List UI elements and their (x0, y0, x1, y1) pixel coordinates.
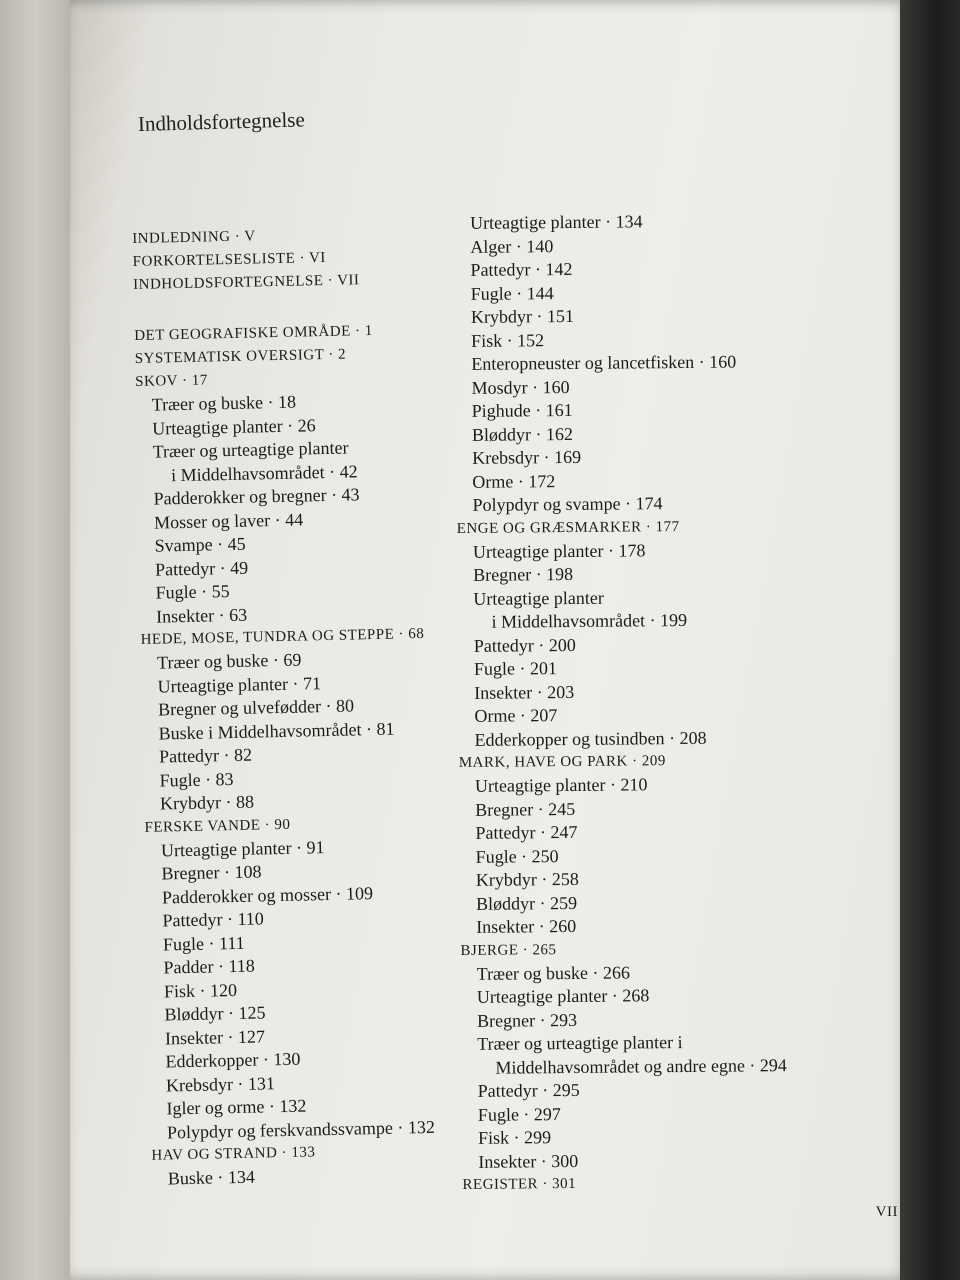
toc-entry: Fugle · 201 (473, 658, 558, 679)
toc-entry: Krebsdyr · 169 (472, 446, 582, 468)
toc-entry: Urteagtige planter · 71 (157, 672, 322, 697)
toc-section-heading: BJERGE · 265 (460, 941, 557, 959)
toc-entry: Pattedyr · 247 (475, 821, 578, 843)
toc-entry: Igler og orme · 132 (166, 1095, 307, 1119)
toc-entry: Træer og buske · 69 (156, 649, 302, 673)
toc-entry: Bregner · 293 (476, 1009, 578, 1031)
toc-left-list (134, 318, 482, 1191)
toc-entry: Polypdyr og svampe · 174 (472, 493, 663, 515)
toc-entry: Svampe · 45 (154, 533, 246, 556)
toc-entry: Middelhavsområdet og andre egne · 294 (495, 1054, 787, 1078)
toc-entry: Buske i Middelhavsområdet · 81 (158, 718, 395, 744)
toc-section-heading: MARK, HAVE OG PARK · 209 (458, 753, 666, 771)
toc-entry: Bregner · 245 (475, 798, 576, 820)
toc-entry: Padderokker og mosser · 109 (161, 882, 374, 908)
toc-entry: Træer og urteagtige planter (152, 437, 349, 462)
toc-entry: Urteagtige planter · 91 (160, 836, 325, 861)
toc-entry: Enteropneuster og lancetfisken · 160 (471, 351, 737, 374)
toc-entry: Pattedyr · 49 (154, 557, 249, 580)
toc-entry: Edderkopper · 130 (165, 1048, 301, 1072)
toc-entry: Fugle · 297 (477, 1103, 561, 1125)
toc-entry: Insekter · 260 (476, 915, 577, 937)
toc-entry: Mosser og laver · 44 (153, 508, 304, 533)
toc-entry: Urteagtige planter · 178 (472, 539, 646, 562)
toc-section-heading: SYSTEMATISK OVERSIGT · 2 (134, 346, 347, 367)
toc-entry: Pattedyr · 82 (158, 744, 253, 767)
toc-entry: i Middelhavsområdet · 199 (491, 609, 688, 632)
toc-entry: Fisk · 152 (471, 329, 545, 351)
toc-entry: Bregner · 198 (473, 563, 574, 585)
toc-section-heading: HEDE, MOSE, TUNDRA OG STEPPE · 68 (140, 625, 425, 648)
toc-entry: Urteagtige planter · 26 (151, 414, 316, 439)
toc-section-heading: REGISTER · 301 (462, 1175, 577, 1193)
front-matter-list (132, 221, 463, 297)
toc-entry: Fugle · 55 (155, 581, 230, 603)
page-number: VII (875, 1204, 898, 1220)
toc-entry: Pighude · 161 (471, 399, 573, 421)
toc-entry: Krybdyr · 258 (475, 868, 579, 890)
toc-entry: Pattedyr · 142 (470, 258, 573, 280)
toc-entry: Krybdyr · 88 (159, 791, 255, 814)
toc-entry: Padderokker og bregner · 43 (153, 484, 360, 509)
toc-entry: Fisk · 299 (477, 1127, 552, 1148)
toc-entry: Fugle · 83 (159, 768, 234, 791)
toc-entry: Bløddyr · 125 (164, 1002, 266, 1025)
toc-entry: Træer og urteagtige planter i (477, 1032, 683, 1054)
toc-entry: Træer og buske · 266 (476, 961, 631, 984)
toc-entry: Bløddyr · 259 (475, 892, 578, 914)
toc-entry: Krebsdyr · 131 (165, 1072, 276, 1095)
toc-section-heading: FERSKE VANDE · 90 (144, 816, 291, 836)
toc-right-column (454, 209, 863, 1197)
toc-entry: Pattedyr · 110 (162, 908, 265, 931)
toc-right-list (454, 209, 863, 1197)
toc-entry: Bløddyr · 162 (471, 423, 574, 445)
toc-entry: Bregner · 108 (161, 861, 262, 884)
toc-entry: Polypdyr og ferskvandssvampe · 132 (166, 1116, 436, 1142)
toc-section-heading: SKOV · 17 (135, 372, 208, 390)
toc-entry: Fisk · 120 (163, 979, 238, 1001)
toc-entry: Orme · 207 (474, 705, 558, 726)
dark-background (900, 0, 960, 1280)
toc-entry: Insekter · 203 (474, 681, 575, 703)
toc-entry: Krybdyr · 151 (470, 305, 574, 327)
toc-entry: Fugle · 250 (475, 845, 559, 867)
toc-entry: Alger · 140 (470, 235, 554, 257)
toc-entry: Urteagtige planter · 268 (476, 985, 650, 1007)
toc-entry: i Middelhavsområdet · 42 (170, 460, 358, 485)
toc-entry: Bregner og ulvefødder · 80 (157, 695, 355, 720)
toc-entry: Fugle · 111 (162, 932, 245, 955)
toc-section-heading: FORKORTELSESLISTE · VI (132, 249, 327, 270)
toc-entry: Buske · 134 (167, 1166, 256, 1189)
toc-entry: Orme · 172 (472, 470, 556, 492)
toc-left-column (132, 221, 482, 1191)
toc-entry: Pattedyr · 200 (473, 634, 576, 656)
page-title: Indholdsfortegnelse (137, 107, 306, 136)
toc-entry: Insekter · 300 (478, 1150, 579, 1172)
toc-entry: Træer og buske · 18 (151, 391, 297, 415)
toc-section-heading: INDLEDNING · V (132, 228, 256, 247)
toc-entry: Urteagtige planter · 134 (470, 211, 643, 233)
toc-entry: Urteagtige planter · 210 (474, 774, 648, 796)
toc-entry: Edderkopper og tusindben · 208 (474, 727, 707, 750)
toc-entry: Mosdyr · 160 (471, 376, 570, 398)
toc-entry: Insekter · 63 (155, 604, 248, 627)
toc-entry: Urteagtige planter (473, 587, 604, 609)
toc-section-heading: DET GEOGRAFISKE OMRÅDE · 1 (134, 322, 373, 344)
toc-section-heading: ENGE OG GRÆSMARKER · 177 (456, 518, 680, 537)
toc-section-heading: INDHOLDSFORTEGNELSE · VII (133, 272, 360, 293)
toc-entry: Padder · 118 (163, 955, 255, 978)
toc-entry: Fugle · 144 (470, 282, 554, 304)
toc-section-heading: HAV OG STRAND · 133 (151, 1144, 316, 1164)
toc-entry: Insekter · 127 (164, 1025, 266, 1048)
toc-entry: Pattedyr · 295 (477, 1079, 580, 1101)
